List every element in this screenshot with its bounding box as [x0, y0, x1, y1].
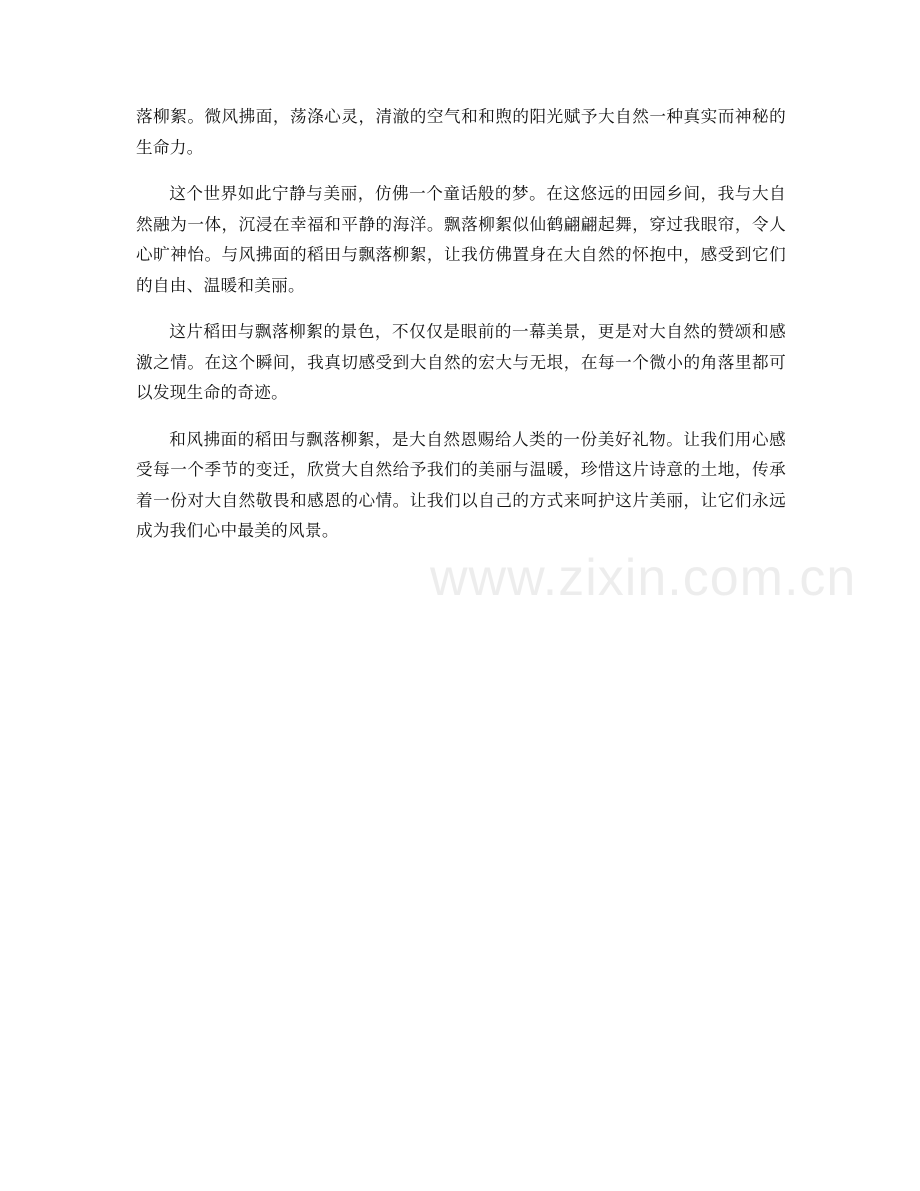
paragraph-3: 这片稻田与飘落柳絮的景色，不仅仅是眼前的一幕美景，更是对大自然的赞颂和感激之情。在这个瞬间，我真切感受到大自然的宏大与无垠，在每一个微小的角落里都可以发现生命的奇迹。	[136, 322, 786, 402]
paragraph-1: 落柳絮。微风拂面，荡涤心灵，清澈的空气和和煦的阳光赋予大自然一种真实而神秘的生命力。	[136, 107, 786, 157]
document-body	[136, 102, 786, 563]
watermark: www.zixin.com.cn	[430, 549, 857, 607]
paragraph-4: 和风拂面的稻田与飘落柳絮，是大自然恩赐给人类的一份美好礼物。让我们用心感受每一个季节的变迁，欣赏大自然给予我们的美丽与温暖，珍惜这片诗意的土地，传承着一份对大自然敬畏和感恩的心情。让我们以自己的方式来呵护这片美丽，让它们永远成为我们心中最美的风景。	[136, 429, 786, 540]
paragraph-2: 这个世界如此宁静与美丽，仿佛一个童话般的梦。在这悠远的田园乡间，我与大自然融为一体，沉浸在幸福和平静的海洋。飘落柳絮似仙鹤翩翩起舞，穿过我眼帘，令人心旷神怡。与风拂面的稻田与飘落柳絮，让我仿佛置身在大自然的怀抱中，感受到它们的自由、温暖和美丽。	[136, 184, 786, 295]
